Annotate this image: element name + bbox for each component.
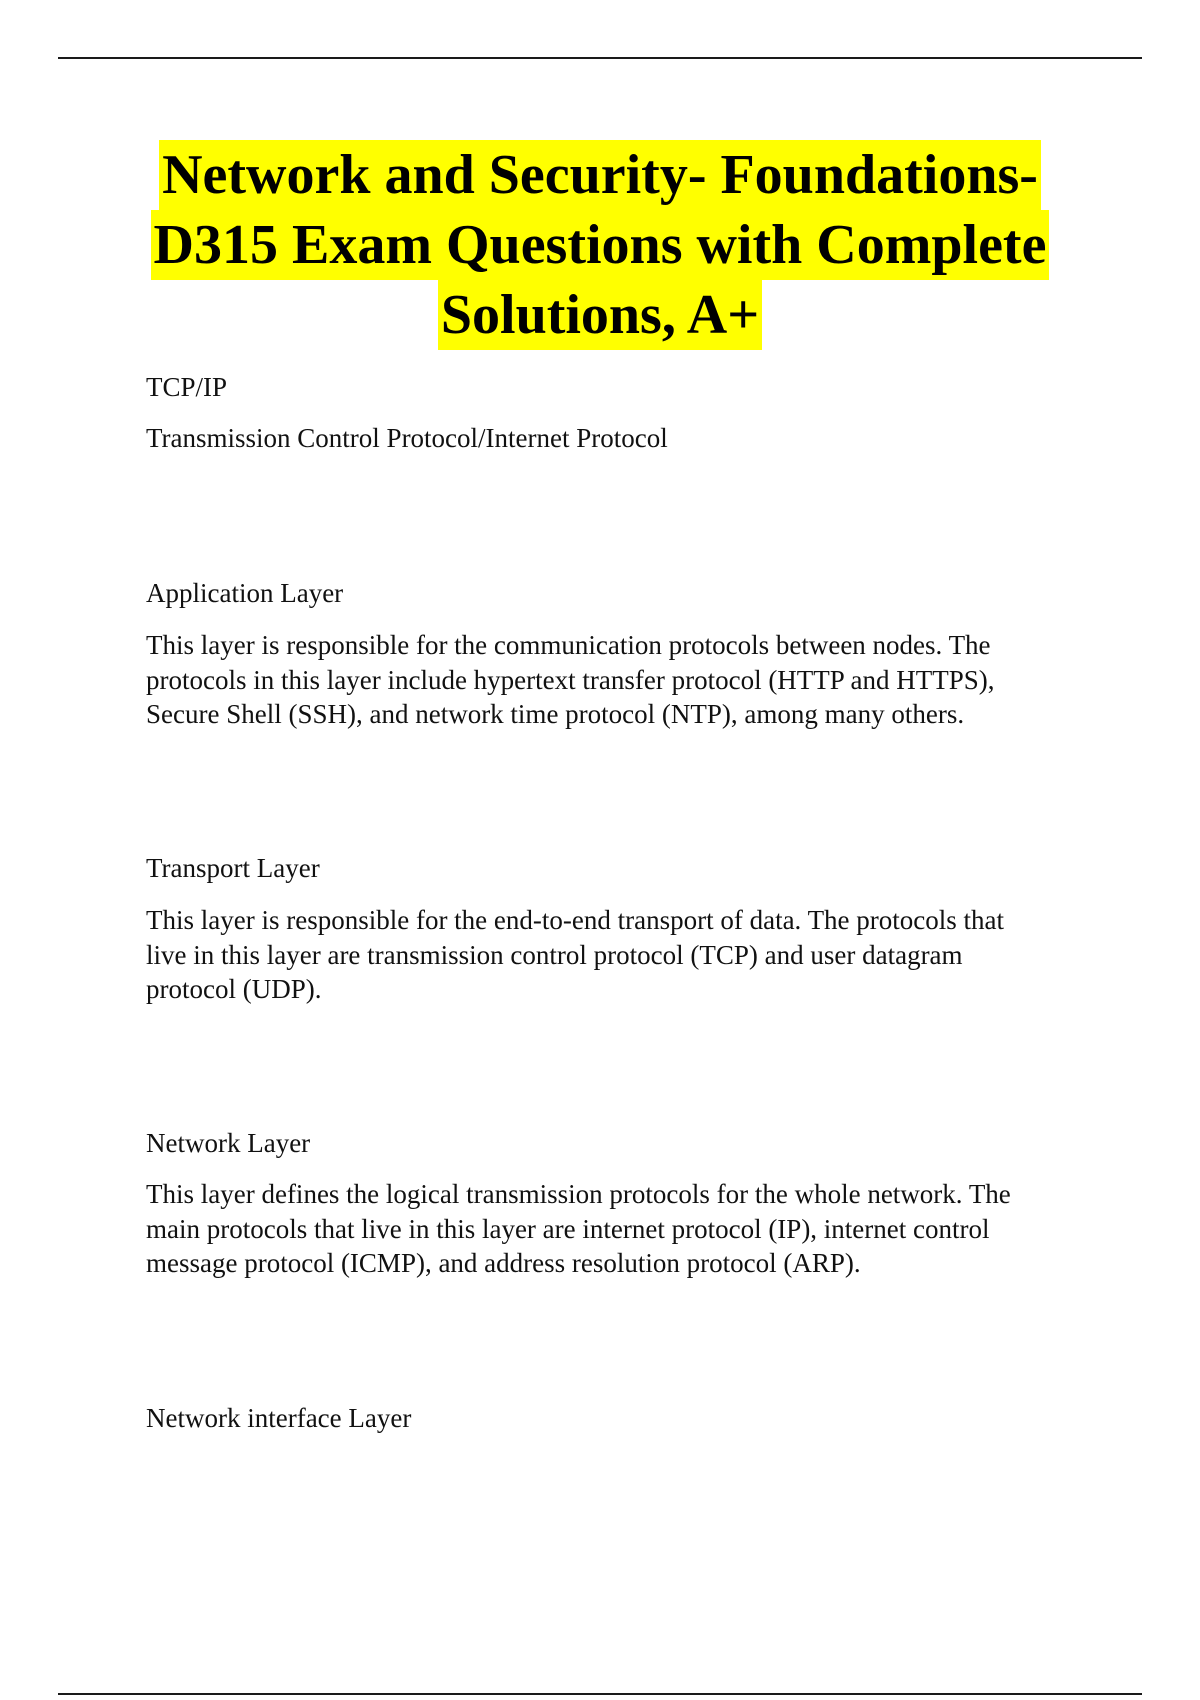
top-rule bbox=[58, 57, 1142, 59]
entry-network-interface-layer bbox=[146, 1401, 1066, 1435]
definition-line: protocol (UDP). bbox=[146, 974, 322, 1004]
definition-line: message protocol (ICMP), and address resolution protocol (ARP). bbox=[146, 1248, 861, 1278]
entry-definition bbox=[146, 1177, 1066, 1281]
definition-line: live in this layer are transmission control protocol (TCP) and user datagram bbox=[146, 939, 963, 970]
title-line-3: Solutions, A+ bbox=[438, 280, 762, 350]
title-line-2: D315 Exam Questions with Complete bbox=[151, 210, 1050, 280]
definition-line: main protocols that live in this layer are internet protocol (IP), internet control bbox=[146, 1213, 990, 1244]
entry-tcp-ip bbox=[146, 370, 1066, 456]
entry-term: Network Layer bbox=[146, 1128, 311, 1158]
definition-line: This layer is responsible for the end-to-end transport of data. The protocols that bbox=[146, 905, 1005, 935]
definition-line: This layer is responsible for the communication protocols between nodes. The bbox=[146, 630, 991, 660]
document-title bbox=[0, 140, 1200, 350]
entry-definition bbox=[146, 903, 1066, 1007]
entry-transport-layer bbox=[146, 851, 1066, 1007]
entry-term: Application Layer bbox=[146, 578, 344, 608]
definition-line: protocols in this layer include hypertext transfer protocol (HTTP and HTTPS), bbox=[146, 664, 995, 695]
entry-term: Transport Layer bbox=[146, 853, 320, 883]
title-line-1: Network and Security- Foundations- bbox=[159, 140, 1041, 210]
definition-line: This layer defines the logical transmission protocols for the whole network. The bbox=[146, 1179, 1011, 1209]
entry-application-layer bbox=[146, 576, 1066, 732]
bottom-rule bbox=[58, 1693, 1142, 1695]
entry-term: TCP/IP bbox=[146, 372, 228, 402]
entry-network-layer bbox=[146, 1126, 1066, 1281]
entry-definition: Transmission Control Protocol/Internet Protocol bbox=[146, 423, 668, 453]
entry-definition bbox=[146, 628, 1066, 732]
definition-line: Secure Shell (SSH), and network time protocol (NTP), among many others. bbox=[146, 699, 965, 729]
entry-term: Network interface Layer bbox=[146, 1403, 412, 1433]
